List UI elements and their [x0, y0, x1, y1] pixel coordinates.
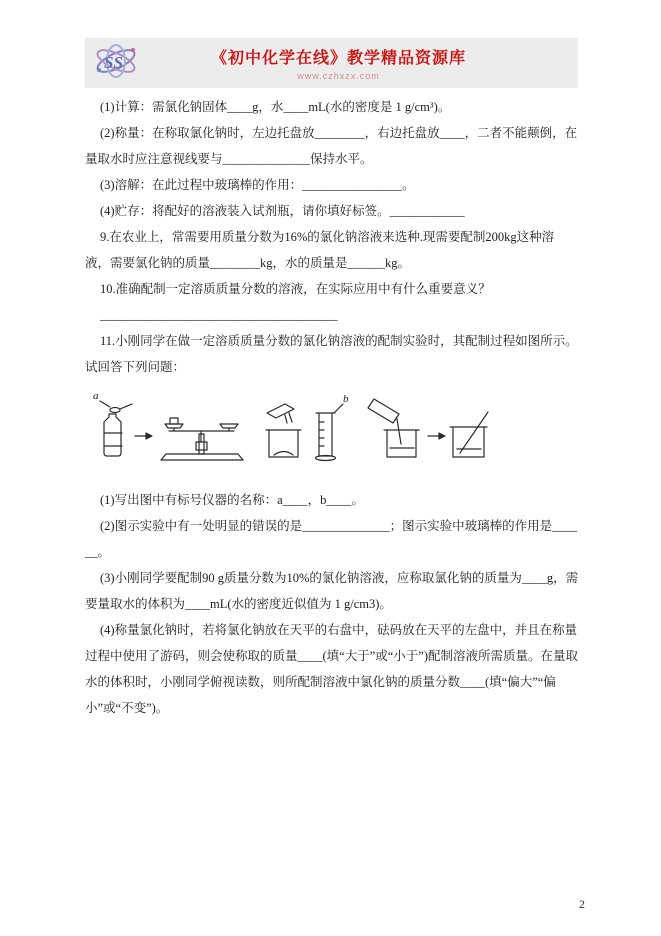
- figure-label-a: a: [93, 390, 99, 402]
- logo-letters: SS: [104, 52, 123, 72]
- reagent-bottle-icon: [104, 414, 121, 456]
- header-text-block: [139, 45, 578, 81]
- q8-dissolve-line: (3)溶解：在此过程中玻璃棒的作用：________________。: [100, 178, 415, 192]
- q9-line: 9.在农业上，常需要用质量分数为16%的氯化钠溶液来选种.现需要配制200kg这种溶液，需要氯化钠的质量________kg，水的质量是______kg。: [85, 230, 555, 270]
- site-title: 《初中化学在线》教学精品资源库: [210, 50, 466, 67]
- q11-sub1-line: (1)写出图中有标号仪器的名称：a____，b____。: [100, 493, 364, 507]
- arrow-icon: [439, 433, 445, 439]
- beaker-icon: [269, 430, 298, 457]
- worksheet-body: [85, 94, 579, 721]
- q8-weigh-line: (2)称量：在称取氯化钠时，左边托盘放________，右边托盘放____，二者不能颠倒，在量取水时应注意视线要与______________保持水平。: [85, 126, 578, 166]
- q11-prompt-line: 试回答下列问题：: [85, 360, 186, 374]
- balance-icon: [161, 454, 243, 460]
- site-header-banner: [85, 38, 578, 88]
- q10-line: 10.准确配制一定溶质质量分数的溶液，在实际应用中有什么重要意义？: [100, 282, 491, 296]
- stirring-beaker-icon: [453, 427, 484, 457]
- q11-sub2-line: (2)图示实验中有一处明显的错误的是______________；图示实验中玻璃棒的作用是______。: [85, 519, 578, 559]
- q11-intro-line: 11.小刚同学在做一定溶质质量分数的氯化钠溶液的配制实验时，其配制过程如图所示。: [100, 334, 578, 348]
- q10-answer-blank: ______________________________________: [100, 308, 338, 322]
- atom-logo-icon: [93, 39, 139, 88]
- page-number: 2: [579, 897, 585, 911]
- q8-calc-line: (1)计算：需氯化钠固体____g，水____mL(水的密度是 1 g/cm³)。: [100, 100, 451, 114]
- site-url: www.czhxzx.com: [297, 71, 380, 81]
- q11-sub3-line: (3)小刚同学要配制90 g质量分数为10%的氯化钠溶液，应称取氯化钠的质量为____g，需要量取水的体积为____mL(水的密度近似值为 1 g/cm3)。: [85, 571, 579, 611]
- q8-store-line: (4)贮存：将配好的溶液装入试剂瓶，请你填好标签。____________: [100, 204, 465, 218]
- q11-sub4-line: (4)称量氯化钠时，若将氯化钠放在天平的右盘中，砝码放在天平的左盘中，并且在称量过程中使用了游码，则会使称取的质量____(填“大于”或“小于”)配制溶液所需质量。在量取水的体积时，小刚同学俯视读数，则所配制溶液中氯化钠的质量分数____(填“偏大”“偏小”或“不变”)。: [85, 623, 579, 715]
- graduated-cylinder-icon: [319, 413, 332, 456]
- arrow-icon: [146, 433, 152, 439]
- figure-label-b: b: [343, 393, 349, 405]
- pouring-cylinder-icon: [368, 399, 399, 423]
- experiment-procedure-figure: [91, 386, 579, 483]
- spoon-icon: [110, 408, 120, 413]
